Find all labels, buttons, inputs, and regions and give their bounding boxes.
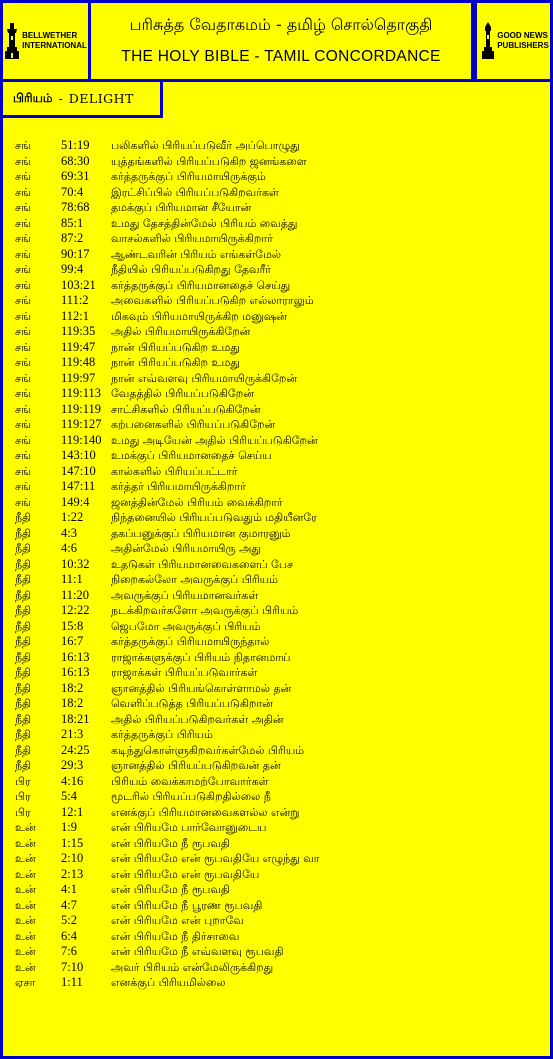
entry-text: கர்த்தருக்குப் பிரியமாயிருந்தால் bbox=[111, 635, 270, 648]
entry-text: நிறைகல்லோ அவருக்குப் பிரியம் bbox=[111, 573, 278, 586]
concordance-row bbox=[15, 588, 545, 604]
entry-text: தகப்பனுக்குப் பிரியமான குமாரனும் bbox=[111, 526, 291, 540]
entry-reference: 119:47 bbox=[61, 339, 96, 354]
entry-reference: 147:10 bbox=[61, 463, 96, 478]
entry-book: உன் bbox=[15, 898, 36, 912]
entry-text: ஜனத்தின்மேல் பிரியம் வைக்கிறார் bbox=[111, 495, 283, 509]
entry-book: நீதி bbox=[15, 573, 32, 586]
entry-reference: 85:1 bbox=[61, 215, 84, 230]
entry-book: சங் bbox=[15, 449, 31, 462]
bellwether-logo-box bbox=[3, 3, 91, 79]
concordance-row bbox=[15, 867, 545, 883]
concordance-row bbox=[15, 324, 545, 340]
concordance-row bbox=[15, 665, 545, 681]
entry-book: உன் bbox=[15, 852, 36, 865]
entry-book: சங் bbox=[15, 170, 31, 183]
entry-reference: 103:21 bbox=[61, 277, 96, 292]
tower-icon bbox=[4, 21, 20, 61]
entry-reference: 4:6 bbox=[61, 541, 77, 555]
entry-reference: 4:3 bbox=[61, 525, 77, 540]
entry-book: சங் bbox=[15, 185, 31, 199]
entry-book: நீதி bbox=[15, 588, 32, 602]
entry-book: சங் bbox=[15, 371, 31, 385]
entry-text: உதடுகள் பிரியமானவைகளைப் பேச bbox=[111, 557, 294, 571]
concordance-row bbox=[15, 433, 545, 449]
entry-book: சங் bbox=[15, 387, 31, 400]
entry-reference: 2:10 bbox=[61, 851, 84, 865]
entry-reference: 87:2 bbox=[61, 231, 84, 245]
concordance-row bbox=[15, 169, 545, 185]
entry-book: சங் bbox=[15, 480, 31, 493]
entry-reference: 51:19 bbox=[61, 138, 90, 152]
entry-book: நீதி bbox=[15, 511, 32, 524]
entry-text: கற்பனைகளில் பிரியப்படுகிறேன் bbox=[111, 418, 276, 431]
concordance-row bbox=[15, 417, 545, 433]
title-tamil: பரிசுத்த வேதாகமம் - தமிழ் சொல்தொகுதி bbox=[129, 15, 433, 34]
entry-text: என் பிரியமே நீ ரூபவதி bbox=[111, 883, 230, 896]
concordance-row bbox=[15, 836, 545, 852]
entry-text: ராஜாக்கள் பிரியப்படுவார்கள் bbox=[111, 666, 258, 679]
entry-reference: 1:15 bbox=[61, 835, 84, 850]
entry-book: சங் bbox=[15, 464, 31, 478]
concordance-row bbox=[15, 743, 545, 759]
entry-book: நீதி bbox=[15, 743, 32, 757]
concordance-row bbox=[15, 138, 545, 154]
entry-text: அவைகளில் பிரியப்படுகிற எல்லாராலும் bbox=[111, 294, 314, 307]
entry-reference: 10:32 bbox=[61, 556, 90, 571]
entry-reference: 119:113 bbox=[61, 386, 102, 400]
concordance-row bbox=[15, 789, 545, 805]
concordance-row bbox=[15, 386, 545, 402]
entry-book: நீதி bbox=[15, 635, 32, 648]
entry-reference: 2:13 bbox=[61, 866, 84, 881]
entry-reference: 68:30 bbox=[61, 153, 90, 168]
concordance-row bbox=[15, 712, 545, 728]
entry-book: சங் bbox=[15, 340, 31, 354]
keyword-tamil: பிரியம் bbox=[13, 90, 53, 105]
bellwether-logo-line1: BELLWETHER bbox=[22, 31, 78, 40]
concordance-row bbox=[15, 154, 545, 170]
entry-reference: 7:10 bbox=[61, 959, 84, 974]
entry-reference: 4:1 bbox=[61, 882, 77, 896]
concordance-row bbox=[15, 882, 545, 898]
bellwether-logo bbox=[4, 21, 87, 61]
entry-text: நான் பிரியப்படுகிற உமது bbox=[111, 356, 240, 369]
entry-reference: 99:4 bbox=[61, 262, 84, 276]
entry-text: வெளிப்படுத்த பிரியப்படுகிறான் bbox=[111, 697, 273, 710]
concordance-row bbox=[15, 200, 545, 216]
entry-text: நான் பிரியப்படுகிற உமது bbox=[111, 340, 240, 354]
entry-book: சங் bbox=[15, 356, 31, 369]
concordance-row bbox=[15, 696, 545, 712]
entry-book: உன் bbox=[15, 883, 36, 896]
goodnews-logo-box bbox=[474, 3, 553, 79]
concordance-row bbox=[15, 340, 545, 356]
entry-reference: 119:140 bbox=[61, 432, 102, 447]
concordance-row bbox=[15, 727, 545, 743]
entry-text: ஞானத்தில் பிரியங்கொள்ளாமல் தன் bbox=[111, 681, 292, 695]
entry-text: உமது அடியேன் அதில் பிரியப்படுகிறேன் bbox=[111, 433, 318, 447]
concordance-row bbox=[15, 929, 545, 945]
entry-book: நீதி bbox=[15, 681, 32, 695]
concordance-row bbox=[15, 913, 545, 929]
concordance-row bbox=[15, 541, 545, 557]
concordance-row bbox=[15, 898, 545, 914]
concordance-row bbox=[15, 960, 545, 976]
header bbox=[3, 3, 550, 82]
entry-text: மிகவும் பிரியமாயிருக்கிற மனுஷன் bbox=[111, 309, 287, 323]
entry-text: என் பிரியமே பார்வோனுடைய bbox=[111, 821, 267, 834]
concordance-row bbox=[15, 526, 545, 542]
concordance-row bbox=[15, 758, 545, 774]
entry-reference: 12:22 bbox=[61, 603, 90, 617]
entry-book: சங் bbox=[15, 433, 31, 447]
entry-text: என் பிரியமே நீ பூரண ரூபவதி bbox=[111, 898, 263, 912]
entry-book: பிர bbox=[15, 805, 31, 819]
title-box bbox=[91, 3, 474, 79]
concordance-row bbox=[15, 185, 545, 201]
entry-book: நீதி bbox=[15, 650, 32, 664]
bellwether-logo-line2: INTERNATIONAL bbox=[22, 41, 87, 50]
concordance-row bbox=[15, 247, 545, 263]
entry-book: சங் bbox=[15, 402, 31, 416]
entry-book: சங் bbox=[15, 263, 31, 276]
entry-reference: 5:2 bbox=[61, 913, 77, 927]
concordance-row bbox=[15, 572, 545, 588]
entry-text: வாசல்களில் பிரியமாயிருக்கிறார் bbox=[111, 232, 273, 245]
entry-text: உமது தேசத்தின்மேல் பிரியம் வைத்து bbox=[111, 216, 298, 230]
entry-reference: 147:11 bbox=[61, 479, 96, 493]
concordance-row bbox=[15, 262, 545, 278]
concordance-row bbox=[15, 510, 545, 526]
concordance-row bbox=[15, 293, 545, 309]
concordance-row bbox=[15, 464, 545, 480]
concordance-row bbox=[15, 820, 545, 836]
entry-reference: 18:2 bbox=[61, 680, 84, 695]
entry-book: சங் bbox=[15, 495, 31, 509]
entry-reference: 18:2 bbox=[61, 696, 84, 710]
concordance-row bbox=[15, 619, 545, 635]
entry-text: அதின்மேல் பிரியமாயிரு அது bbox=[111, 542, 261, 555]
entry-reference: 16:7 bbox=[61, 634, 84, 648]
entry-text: ஞானத்தில் பிரியப்படுகிறவன் தன் bbox=[111, 759, 281, 772]
entry-text: பலிகளில் பிரியப்படுவீர் அப்பொழுது bbox=[111, 139, 300, 152]
entry-book: நீதி bbox=[15, 619, 32, 633]
entry-text: என் பிரியமே நீ எவ்வளவு ரூபவதி bbox=[111, 945, 284, 958]
entry-book: சங் bbox=[15, 232, 31, 245]
concordance-row bbox=[15, 479, 545, 495]
entry-book: ஏசா bbox=[15, 976, 36, 989]
entry-text: கால்களில் பிரியப்பட்டார் bbox=[111, 464, 238, 478]
concordance-row bbox=[15, 634, 545, 650]
entry-reference: 119:97 bbox=[61, 370, 96, 385]
entry-book: சங் bbox=[15, 139, 31, 152]
entry-reference: 12:1 bbox=[61, 804, 84, 819]
entry-book: சங் bbox=[15, 216, 31, 230]
entry-book: நீதி bbox=[15, 712, 32, 726]
entry-text: ஜெபமோ அவருக்குப் பிரியம் bbox=[111, 619, 261, 633]
entry-reference: 16:13 bbox=[61, 665, 90, 679]
entry-text: இரட்சிப்பில் பிரியப்படுகிறவர்கள் bbox=[111, 185, 279, 199]
entry-reference: 1:11 bbox=[61, 975, 83, 989]
keyword-separator: - bbox=[58, 91, 63, 106]
concordance-row bbox=[15, 681, 545, 697]
concordance-row bbox=[15, 309, 545, 325]
entry-text: என் பிரியமே என் ரூபவதியே bbox=[111, 867, 260, 881]
entry-text: என் பிரியமே என் புறாவே bbox=[111, 914, 244, 927]
entry-text: கர்த்தருக்குப் பிரியமாயிருக்கும் bbox=[111, 170, 266, 183]
goodnews-logo-line1: GOOD NEWS bbox=[497, 31, 548, 40]
entry-text: நடக்கிறவர்களோ அவருக்குப் பிரியம் bbox=[111, 604, 299, 617]
concordance-row bbox=[15, 975, 545, 991]
concordance-row bbox=[15, 216, 545, 232]
entry-reference: 1:22 bbox=[61, 510, 84, 524]
entry-text: கடிந்துகொள்ளுகிறவர்கள்மேல் பிரியம் bbox=[111, 743, 305, 757]
entry-book: சங் bbox=[15, 154, 31, 168]
entry-book: உன் bbox=[15, 867, 36, 881]
entry-text: சாட்சிகளில் பிரியப்படுகிறேன் bbox=[111, 402, 261, 416]
entry-book: சங் bbox=[15, 201, 31, 214]
entry-book: சங் bbox=[15, 247, 31, 261]
concordance-row bbox=[15, 650, 545, 666]
entry-reference: 149:4 bbox=[61, 494, 90, 509]
entry-reference: 78:68 bbox=[61, 200, 90, 214]
entry-reference: 29:3 bbox=[61, 758, 84, 772]
entry-book: சங் bbox=[15, 325, 31, 338]
entry-text: கர்த்தர் பிரியமாயிருக்கிறார் bbox=[111, 480, 246, 493]
entry-reference: 143:10 bbox=[61, 448, 96, 462]
entry-book: நீதி bbox=[15, 604, 32, 617]
entry-book: உன் bbox=[15, 836, 36, 850]
entry-text: எனக்குப் பிரியமில்லை bbox=[111, 976, 226, 989]
entry-book: சங் bbox=[15, 294, 31, 307]
entry-text: அதில் பிரியப்படுகிறவர்கள் அதின் bbox=[111, 712, 284, 726]
entry-reference: 15:8 bbox=[61, 618, 84, 633]
entry-reference: 6:4 bbox=[61, 928, 77, 943]
entry-text: என் பிரியமே என் ரூபவதியே எழுந்து வா bbox=[111, 852, 320, 865]
goodnews-logo bbox=[481, 21, 549, 61]
entry-book: நீதி bbox=[15, 557, 32, 571]
entry-text: வேதத்தில் பிரியப்படுகிறேன் bbox=[111, 387, 254, 400]
entry-text: யுத்தங்களில் பிரியப்படுகிற ஜனங்களை bbox=[111, 154, 307, 168]
entry-book: பிர bbox=[15, 790, 31, 803]
entry-text: உமக்குப் பிரியமானதைச் செய்ய bbox=[111, 449, 272, 462]
concordance-row bbox=[15, 603, 545, 619]
entry-text: கர்த்தருக்குப் பிரியம் bbox=[111, 728, 213, 741]
entry-reference: 90:17 bbox=[61, 246, 90, 261]
concordance-row bbox=[15, 371, 545, 387]
concordance-row bbox=[15, 851, 545, 867]
entry-text: அவர் பிரியம் என்மேலிருக்கிறது bbox=[111, 960, 274, 974]
entry-reference: 119:48 bbox=[61, 355, 96, 369]
entry-book: உன் bbox=[15, 821, 36, 834]
entry-text: என் பிரியமே நீ திர்சாவை bbox=[111, 929, 240, 943]
concordance-entries bbox=[15, 138, 545, 991]
entry-reference: 5:4 bbox=[61, 789, 77, 803]
entry-reference: 7:6 bbox=[61, 944, 77, 958]
goodnews-logo-line2: PUBLISHERS bbox=[497, 41, 549, 50]
title-english: THE HOLY BIBLE - TAMIL CONCORDANCE bbox=[121, 48, 441, 65]
entry-reference: 24:25 bbox=[61, 742, 90, 757]
concordance-row bbox=[15, 557, 545, 573]
entry-reference: 11:20 bbox=[61, 587, 90, 602]
entry-book: சங் bbox=[15, 278, 31, 292]
entry-text: ராஜாக்களுக்குப் பிரியம் நிதானமாய் bbox=[111, 650, 291, 664]
entry-text: பிரியம் வைக்காமற்போவார்கள் bbox=[111, 774, 269, 788]
entry-reference: 16:13 bbox=[61, 649, 90, 664]
entry-reference: 119:35 bbox=[61, 324, 96, 338]
entry-reference: 119:127 bbox=[61, 417, 102, 431]
entry-book: நீதி bbox=[15, 542, 32, 555]
entry-reference: 4:7 bbox=[61, 897, 77, 912]
concordance-row bbox=[15, 805, 545, 821]
entry-book: உன் bbox=[15, 945, 36, 958]
lamp-tower-icon bbox=[481, 21, 495, 61]
entry-text: ஆண்டவரின் பிரியம் எங்கள்மேல் bbox=[111, 247, 281, 261]
entry-text: அதில் பிரியமாயிருக்கிறேன் bbox=[111, 325, 251, 338]
concordance-row bbox=[15, 355, 545, 371]
entry-reference: 112:1 bbox=[61, 308, 90, 323]
entry-reference: 11:1 bbox=[61, 572, 83, 586]
concordance-row bbox=[15, 231, 545, 247]
entry-text: மூடரில் பிரியப்படுகிறதில்லை நீ bbox=[111, 790, 271, 803]
keyword-english: DELIGHT bbox=[68, 91, 134, 106]
entry-book: உன் bbox=[15, 914, 36, 927]
entry-text: எனக்குப் பிரியமானவைகளல்ல என்று bbox=[111, 805, 300, 819]
entry-text: அவருக்குப் பிரியமானவர்கள் bbox=[111, 588, 259, 602]
entry-text: தமக்குப் பிரியமான சீயோன் bbox=[111, 201, 252, 214]
entry-book: பிர bbox=[15, 774, 31, 788]
entry-reference: 21:3 bbox=[61, 727, 84, 741]
entry-book: நீதி bbox=[15, 759, 32, 772]
concordance-row bbox=[15, 495, 545, 511]
entry-book: உன் bbox=[15, 960, 36, 974]
entry-reference: 69:31 bbox=[61, 169, 90, 183]
entry-book: நீதி bbox=[15, 697, 32, 710]
entry-reference: 18:21 bbox=[61, 711, 90, 726]
entry-reference: 1:9 bbox=[61, 820, 77, 834]
entry-book: சங் bbox=[15, 418, 31, 431]
entry-book: நீதி bbox=[15, 728, 32, 741]
entry-reference: 111:2 bbox=[61, 293, 89, 307]
entry-book: நீதி bbox=[15, 526, 32, 540]
concordance-row bbox=[15, 448, 545, 464]
entry-text: நீதியில் பிரியப்படுகிறது தேவரீர் bbox=[111, 263, 272, 276]
entry-reference: 119:119 bbox=[61, 401, 102, 416]
entry-text: என் பிரியமே நீ ரூபவதி bbox=[111, 836, 230, 850]
entry-reference: 70:4 bbox=[61, 184, 84, 199]
concordance-row bbox=[15, 774, 545, 790]
entry-book: உன் bbox=[15, 929, 36, 943]
concordance-row bbox=[15, 278, 545, 294]
entry-text: நான் எவ்வளவு பிரியமாயிருக்கிறேன் bbox=[111, 371, 298, 385]
keyword-box bbox=[3, 82, 163, 118]
concordance-row bbox=[15, 944, 545, 960]
entry-reference: 4:16 bbox=[61, 773, 84, 788]
entry-text: கர்த்தருக்குப் பிரியமானதைச் செய்து bbox=[111, 278, 291, 292]
entry-book: நீதி bbox=[15, 666, 32, 679]
entry-book: சங் bbox=[15, 309, 31, 323]
concordance-row bbox=[15, 402, 545, 418]
entry-text: நிந்தனையில் பிரியப்படுவதும் மதியீனரே bbox=[111, 511, 317, 524]
